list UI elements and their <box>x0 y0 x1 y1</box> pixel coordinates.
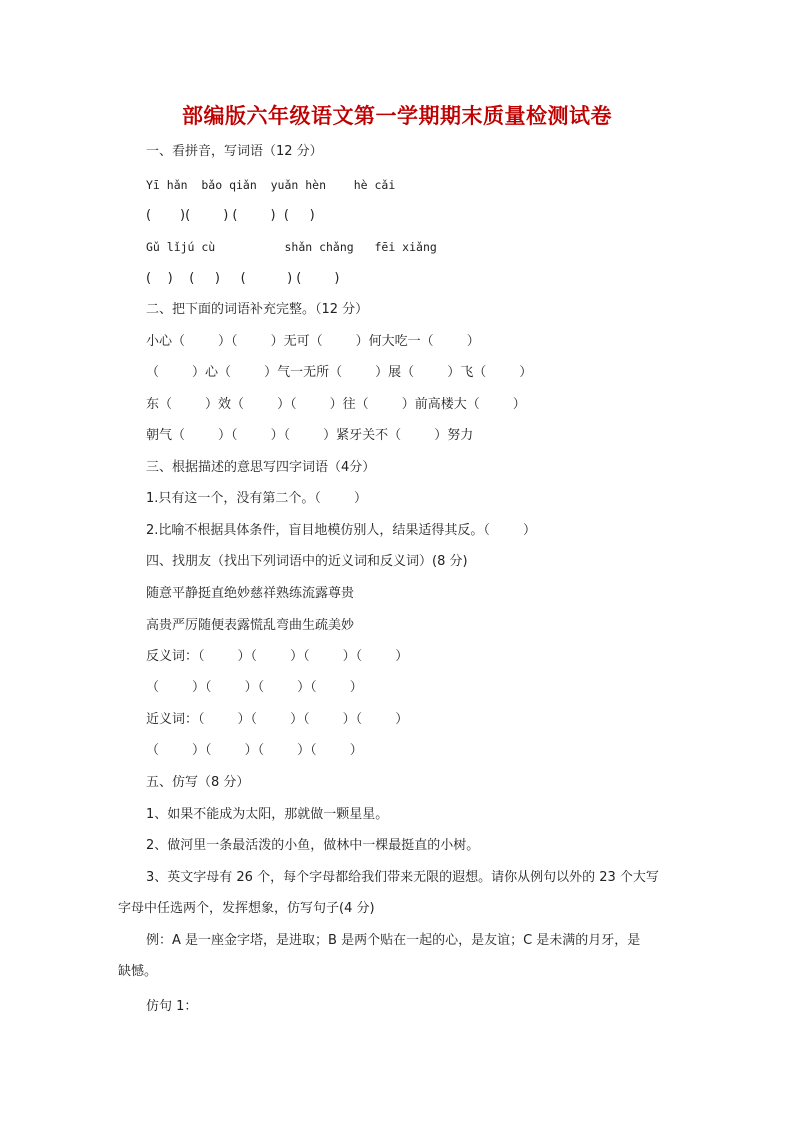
q5-item-1: 1、如果不能成为太阳，那就做一颗星星。 <box>146 807 389 822</box>
q4-antonym-row-1: 反义词：（ ）（ ）（ ）（ ） <box>146 649 409 664</box>
q4-synonym-row-1: 近义词：（ ）（ ）（ ）（ ） <box>146 712 409 727</box>
q2-row: 小心（ ）（ ）无可（ ）何大吃一（ ） <box>146 334 480 349</box>
q2-row: （ ）心（ ）气一无所（ ）展（ ）飞（ ） <box>146 365 533 380</box>
q4-antonym-row-2: （ ）（ ）（ ）（ ） <box>146 680 363 695</box>
q5-imitate-label: 仿句 1： <box>146 999 198 1014</box>
q5-example-line-2: 缺憾。 <box>118 964 158 979</box>
q5-item-2: 2、做河里一条最活泼的小鱼，做林中一棵最挺直的小树。 <box>146 838 480 853</box>
q2-row: 东（ ）效（ ）（ ）往（ ）前高楼大（ ） <box>146 397 526 412</box>
q1-heading: 一、看拼音，写词语（12 分） <box>146 144 323 159</box>
q5-item-3-line-2: 字母中任选两个，发挥想象，仿写句子(4 分) <box>118 901 375 916</box>
q2-heading: 二、把下面的词语补充完整。（12 分） <box>146 302 369 317</box>
q3-heading: 三、根据描述的意思写四字词语（4分） <box>146 460 376 475</box>
q4-word-list-2: 高贵严厉随便表露慌乱弯曲生疏美妙 <box>146 618 355 633</box>
q1-pinyin-row-2: Gǔ lǐjú cù shǎn chǎng fēi xiǎng <box>146 240 437 254</box>
q3-item-1: 1.只有这一个，没有第二个。（ ） <box>146 491 367 506</box>
q5-heading: 五、仿写（8 分） <box>146 775 250 790</box>
q5-example-line-1: 例：A 是一座金字塔，是进取；B 是两个贴在一起的心，是友谊；C 是未满的月牙，是 <box>146 933 641 948</box>
q1-blank-row-2: ( ) ( ) ( ) ( ) <box>146 271 340 286</box>
q5-item-3-line-1: 3、英文字母有 26 个，每个字母都给我们带来无限的遐想。请你从例句以外的 23 个大写 <box>146 870 659 885</box>
q3-item-2: 2.比喻不根据具体条件，盲目地模仿别人，结果适得其反。（ ） <box>146 523 536 538</box>
q4-word-list-1: 随意平静挺直绝妙慈祥熟练流露尊贵 <box>146 586 355 601</box>
q1-pinyin-row-1: Yī hǎn bǎo qiǎn yuǎn hèn hè cǎi <box>146 178 396 192</box>
q4-heading: 四、找朋友（找出下列词语中的近义词和反义词）(8 分) <box>146 554 468 569</box>
q1-blank-row-1: ( )( ) ( ) ( ) <box>146 208 315 223</box>
q2-row: 朝气（ ）（ ）（ ）紧牙关不（ ）努力 <box>146 428 474 443</box>
exam-title: 部编版六年级语文第一学期期末质量检测试卷 <box>182 103 612 128</box>
q4-synonym-row-2: （ ）（ ）（ ）（ ） <box>146 743 363 758</box>
